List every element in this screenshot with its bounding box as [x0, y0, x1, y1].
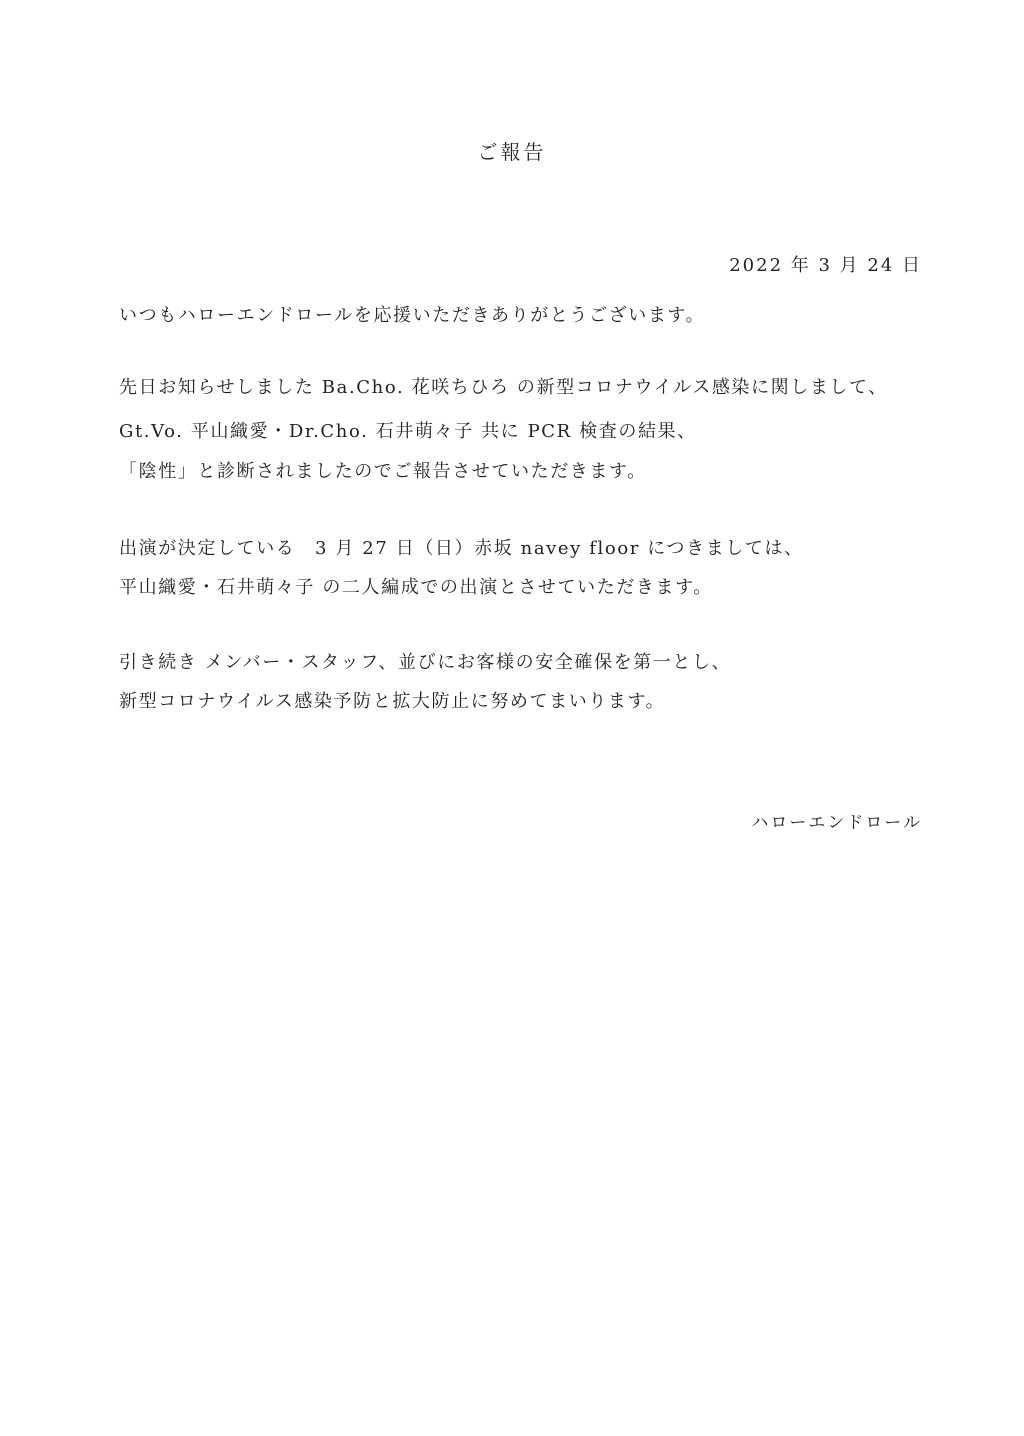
- greeting-line: いつもハローエンドロールを応援いただきありがとうございます。: [119, 305, 706, 326]
- announcement-line-2: Gt.Vo. 平山織愛・Dr.Cho. 石井萌々子 共に PCR 検査の結果、: [119, 421, 697, 442]
- announcement-line-1: 先日お知らせしました Ba.Cho. 花咲ちひろ の新型コロナウイルス感染に関しまして、: [119, 377, 888, 398]
- performance-line-2: 平山織愛・石井萌々子 の二人編成での出演とさせていただきます。: [119, 577, 713, 598]
- announcement-line-3: 「陰性」と診断されましたのでご報告させていただきます。: [119, 461, 647, 482]
- closing-line-1: 引き続き メンバー・スタッフ、並びにお客様の安全確保を第一とし、: [119, 652, 732, 673]
- document-date: 2022 年 3 月 24 日: [729, 255, 922, 276]
- performance-line-1: 出演が決定している 3 月 27 日（日）赤坂 navey floor につきましては、: [119, 538, 804, 559]
- closing-line-2: 新型コロナウイルス感染予防と拡大防止に努めてまいります。: [119, 691, 666, 712]
- signature: ハローエンドロール: [751, 813, 922, 833]
- document-title: ご報告: [477, 140, 547, 164]
